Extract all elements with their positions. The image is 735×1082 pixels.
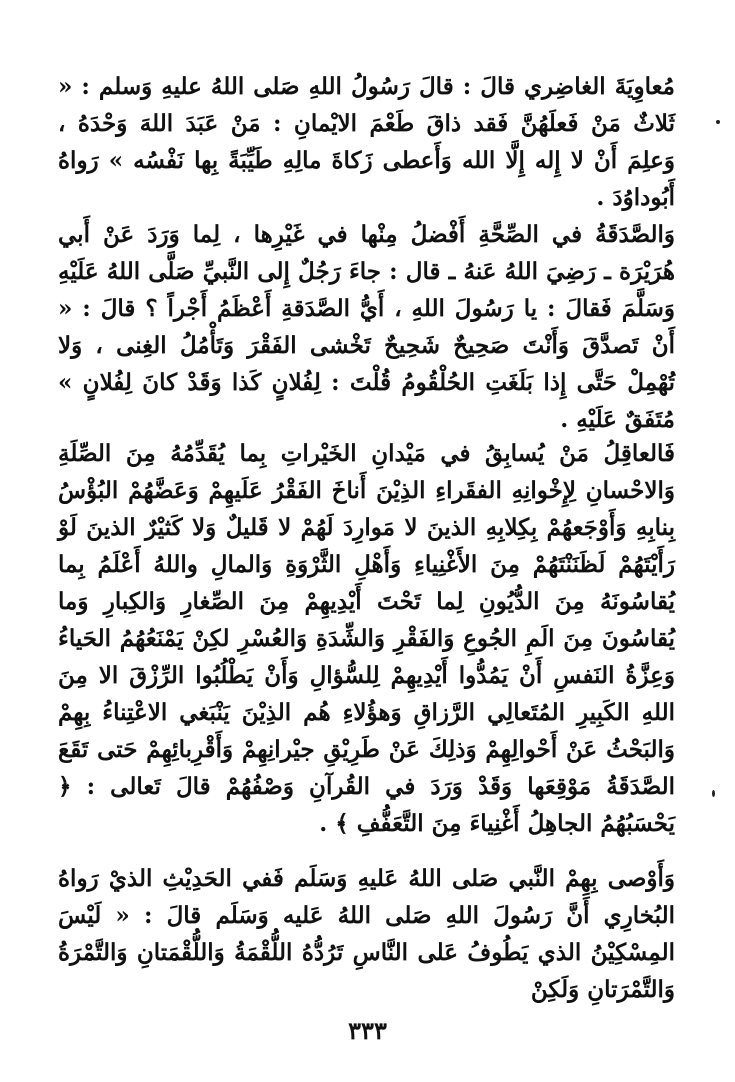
paragraph-1-block bbox=[58, 68, 675, 216]
scan-speck bbox=[712, 790, 715, 797]
paragraph-3: فَالعاقِلُ مَنْ يُسابِقُ في مَيْدانِ الخَيْراتِ بِما يُقَدِّمُهُ مِنَ الصِّلَةِ وَالاحْسانِ لِإِخْوانِهِ الفقَراءِ الذِيْنَ أَناخَ الفَقْرُ عَلَيهِمْ وَعَضَّهُمْ البُؤْسُ بِنابِهِ وَأَوْجَعهُمْ بِكِلابِهِ الذينَ لا مَوارِدَ لَهُمْ لا قَليلٌ وَلا كَثيْرٌ الذينَ لَوْ رَأَيْتَهُمْ لَظَنَنْتَهُمْ مِنَ الأَغْنِياءِ وَأَهْلِ الثَّرْوَةِ وَالمالِ واللهُ أَعْلَمُ بِما يُقاسُونَهُ مِنَ الدُّيُونِ لِما تَحْتَ أَيْدِيهِمْ مِنَ الصِّغارِ وَالكِبارِ وَما يُقاسُونَ مِنَ الَمِ الجُوعِ وَالفَقْرِ وَالشِّدَةِ وَالعُسْرِ لكِنْ يَمْنَعُهُمُ الحَياءُ وَعِزَّةُ النَفسِ أَنْ يَمُدُّوا أَيْدِيهِمْ لِلسُّؤالِ وَأَنْ يَطْلُبُوا الرِّزْقَ الا مِنَ اللهِ الكَبِيرِ المُتَعالِي الرَّزاقِ وَهؤُلاءِ هُم الذِيْنَ يَنْبَغي الاعْتِناءُ بِهِمْ وَالبَحْثُ عَنْ أَحْوالِهِمْ وَذلِكَ عَنْ طَرِيْقِ جيْرانِهِمْ وَأَقْرِبائِهِمْ حَتى تَقَعَ الصَّدَقَةُ مَوْقِعَها وَقَدْ وَرَدَ في القُرآنِ وَصْفُهُمْ قالَ تَعالى : ﴿ يَحْسَبُهُمُ الجاهِلُ أَغْنِياءَ مِنَ التَّعَفُّفِ ﴾ . bbox=[58, 440, 675, 837]
page-number: ٣٣٣ bbox=[348, 1016, 387, 1045]
paragraph-4: وَأَوْصى بِهِمْ النَّبي صَلى اللهُ عَليهِ وَسَلَم فَفي الحَدِيْثِ الذيْ رَواهُ البُخارِي أَنَّ رَسُولَ اللهِ صَلى اللهُ عَليه وَسَلَم قالَ : « لَيْسَ المِسْكِيْنُ الذي يَطُوفُ عَلى النَّاسِ تَرُدُّهُ اللُّقْمَةُ وَاللُّقْمَتانِ وَالتَّمْرَةُ وَالتَّمْرَتانِ وَلَكِنْ bbox=[58, 865, 675, 1003]
paragraph-2: وَالصَّدَقَةُ في الصِّحَّةِ أَفْضلُ مِنْها في غَيْرِها ، لِما وَرَدَ عَنْ أَبي هُرَيْرَة ـ رَضِيَ اللهُ عَنهُ ـ قال : جاءَ رَجُلٌ إِلى النَّبيِّ صَلَّى اللهُ عَلَيْهِ وَسَلَّمَ فَقالَ : يا رَسُولَ اللهِ ، أَيُّ الصَّدَقةِ أَعْظَمُ أَجْراً ؟ قالَ : « أَنْ تَصدَّقَ وَأَنْتَ صَحِيحٌ شَحِيحٌ تَخْشى الفَقْرَ وَتَأْمُلُ الغِنى ، وَلا تُهْمِلْ حَتَّى إِذا بَلَغَتِ الحُلْقُومُ قُلْتَ : لِفُلانٍ كَذا وَقَدْ كانَ لِفُلانٍ » مُتَفَقٌ عَلَيْهِ . bbox=[58, 221, 675, 433]
paragraph-2-block bbox=[58, 216, 675, 438]
scan-speck bbox=[716, 120, 720, 124]
paragraph-1: مُعاوِيَةَ الغاضِري قالَ : قالَ رَسُولُ اللهِ صَلى اللهُ عليهِ وَسلم : « ثَلاثٌ مَنْ فَعلَهُنَّ فَقد ذاقَ طَعْمَ الايْمانِ : مَنْ عَبَدَ اللهَ وَحْدَهُ ، وَعلِمَ أَنْ لا إِله إِلَّا الله وَأَعطى زَكاةَ مالِهِ طَيِّبَةً بِها نَفْسُه » رَواهُ أَبُوداوُدَ . bbox=[58, 73, 675, 211]
paragraph-4-block bbox=[58, 860, 675, 1008]
paragraph-3-block bbox=[58, 435, 675, 842]
